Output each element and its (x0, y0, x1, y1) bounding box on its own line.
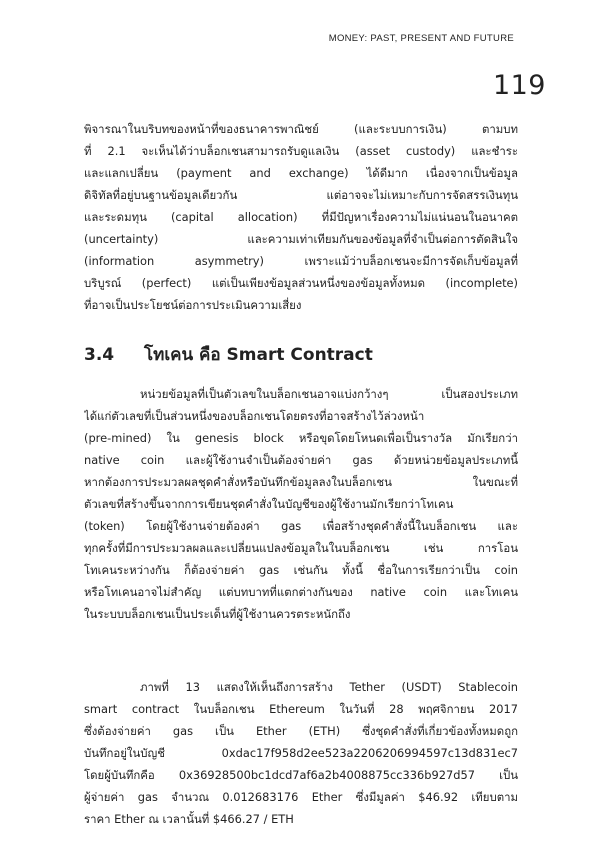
text-line: native coin และผู้ใช้งานจำเป็นต้องจ่ายค่า gas ด้วยหน่วยข้อมูลประเภทนี้ (84, 453, 518, 467)
text-line: ราคา Ether ณ เวลานั้นที่ $466.27 / ETH (84, 812, 294, 826)
text-line: (pre-mined) ใน genesis block หรือขุดโดยโหนดเพื่อเป็นรางวัล มักเรียกว่า (84, 431, 518, 445)
text-line: โทเคนระหว่างกัน ก็ต้องจ่ายค่า gas เช่นกัน ทั้งนี้ ชื่อในการเรียกว่าเป็น coin (84, 563, 518, 577)
text-line: พิจารณาในบริบทของหน้าที่ของธนาคารพาณิชย์ (และระบบการเงิน) ตามบท (84, 122, 518, 136)
text-line: หรือโทเคนอาจไม่สำคัญ แต่บทบาทที่แตกต่างกันของ native coin และโทเคน (84, 585, 518, 599)
page-number: 119 (492, 70, 546, 101)
paragraph-tether-example (84, 676, 518, 830)
text-line: ได้แก่ตัวเลขที่เป็นส่วนหนึ่งของบล็อกเชนโดยตรงที่อาจสร้างไว้ล่วงหน้า (84, 409, 425, 423)
text-line: ผู้จ่ายค่า gas จำนวณ 0.012683176 Ether ซึ่งมีมูลค่า $46.92 เทียบตาม (84, 790, 518, 804)
paragraph-token-types (84, 383, 518, 625)
text-line: smart contract ในบล็อกเชน Ethereum ในวันที่ 28 พฤศจิกายน 2017 (84, 702, 518, 716)
text-line: (information asymmetry) เพราะแม้ว่าบล็อกเชนจะมีการจัดเก็บข้อมูลที่ (84, 254, 518, 268)
text-line: (token) โดยผู้ใช้งานจ่ายต้องค่า gas เพื่อสร้างชุดคำสั่งนี้ในบล็อกเชน และ (84, 519, 518, 533)
text-line: ในระบบบล็อกเชนเป็นประเด็นที่ผู้ใช้งานควรตระหนักถึง (84, 607, 351, 621)
text-line: ภาพที่ 13 แสดงให้เห็นถึงการสร้าง Tether (USDT) Stablecoin (140, 680, 518, 694)
text-line: หากต้องการประมวลผลชุดคำสั่งหรือบันทึกข้อมูลลงในบล็อกเชน ในขณะที่ (84, 475, 518, 489)
text-line: และแลกเปลี่ยน (payment and exchange) ได้ดีมาก เนื่องจากเป็นข้อมูล (84, 166, 518, 180)
text-line: และระดมทุน (capital allocation) ที่มีปัญหาเรื่องความไม่แน่นอนในอนาคต (84, 210, 518, 224)
text-line: (uncertainty) และความเท่าเทียมกันของข้อมูลที่จำเป็นต่อการตัดสินใจ (84, 232, 518, 246)
text-line: ที่อาจเป็นประโยชน์ต่อการประเมินความเสี่ยง (84, 298, 302, 312)
text-line: ที่ 2.1 จะเห็นได้ว่าบล็อกเชนสามารถรับดูแลเงิน (asset custody) และชำระ (84, 144, 518, 158)
text-line: บันทึกอยู่ในบัญชี 0xdac17f958d2ee523a2206206994597c13d831ec7 (84, 746, 518, 760)
text-line: ตัวเลขที่สร้างขึ้นจากการเขียนชุดคำสั่งในบัญชีของผู้ใช้งานมักเรียกว่าโทเคน (84, 497, 454, 511)
paragraph-intro (84, 118, 518, 316)
section-heading (84, 341, 373, 371)
running-head: MONEY: PAST, PRESENT AND FUTURE (328, 33, 514, 44)
text-line: บริบูรณ์ (perfect) แต่เป็นเพียงข้อมูลส่วนหนึ่งของข้อมูลทั้งหมด (incomplete) (84, 276, 518, 290)
text-line: โดยผู้บันทึกคือ 0x36928500bc1dcd7af6a2b4008875cc336b927d57 เป็น (84, 768, 518, 782)
text-line: ทุกครั้งที่มีการประมวลผลและเปลี่ยนแปลงข้อมูลในในบล็อกเชน เช่น การโอน (84, 541, 518, 555)
text-line: ดิจิทัลที่อยู่บนฐานข้อมูลเดียวกัน แต่อาจจะไม่เหมาะกับการจัดสรรเงินทุน (84, 188, 518, 202)
section-number: 3.4 (84, 345, 115, 365)
text-line: ซึ่งต้องจ่ายค่า gas เป็น Ether (ETH) ซึ่งชุดคำสั่งที่เกี่ยวข้องทั้งหมดถูก (84, 724, 518, 738)
text-line: หน่วยข้อมูลที่เป็นตัวเลขในบล็อกเชนอาจแบ่งกว้างๆ เป็นสองประเภท (140, 387, 518, 401)
section-title: โทเคน คือ Smart Contract (144, 345, 373, 365)
